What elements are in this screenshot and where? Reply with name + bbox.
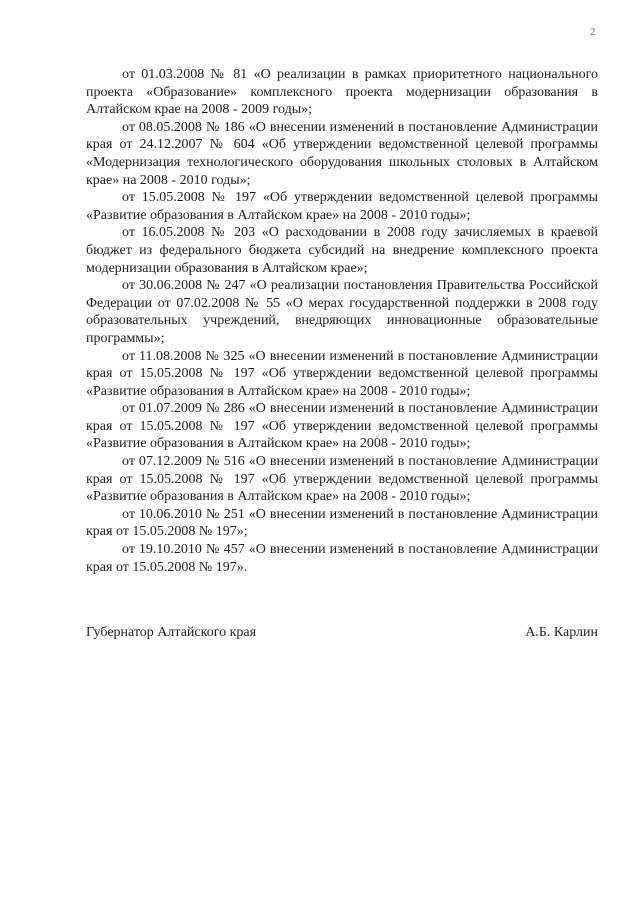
signatory-name: А.Б. Карлин — [525, 625, 598, 640]
decree-item: от 01.07.2009 № 286 «О внесении изменений в постановление Администрации края от 15.05.2008 № 197 «Об утверждении ведомственной целевой программы «Развитие образования в Алтайском крае» на 2008 - 2010 годы»; — [86, 401, 598, 452]
decree-item: от 07.12.2009 № 516 «О внесении изменений в постановление Администрации края от 15.05.2008 № 197 «Об утверждении ведомственной целевой программы «Развитие образования в Алтайском крае» на 2008 - 2010 годы»; — [86, 454, 598, 505]
decree-item: от 30.06.2008 № 247 «О реализации постановления Правительства Российской Федерации от 07.02.2008 № 55 «О мерах государственной поддержки в 2008 году образовательных учреждений, внедряющих инновационные образовательные программы»; — [86, 278, 598, 346]
decree-item: от 10.06.2010 № 251 «О внесении изменений в постановление Администрации края от 15.05.2008 № 197»; — [86, 506, 598, 540]
decree-item: от 15.05.2008 № 197 «Об утверждении ведомственной целевой программы «Развитие образования в Алтайском крае» на 2008 - 2010 годы»; — [86, 190, 598, 223]
decree-item: от 16.05.2008 № 203 «О расходовании в 2008 году зачисляемых в краевой бюджет из федерального бюджета субсидий на внедрение комплексного проекта модернизации образования в Алтайском крае»; — [86, 225, 598, 276]
decree-item: от 11.08.2008 № 325 «О внесении изменений в постановление Администрации края от 15.05.2008 № 197 «Об утверждении ведомственной целевой программы «Развитие образования в Алтайском крае» на 2008 - 2010 годы»; — [86, 348, 598, 399]
document-body — [86, 66, 598, 576]
page-number: 2 — [590, 26, 596, 38]
signatory-position: Губернатор Алтайского края — [86, 625, 257, 640]
decree-item: от 01.03.2008 № 81 «О реализации в рамках приоритетного национального проекта «Образование» комплексного проекта модернизации образования в Алтайском крае на 2008 - 2009 годы»; — [86, 67, 598, 118]
signature-block — [86, 624, 598, 642]
decree-item: от 19.10.2010 № 457 «О внесении изменений в постановление Администрации края от 15.05.2008 № 197». — [86, 542, 598, 575]
decree-item: от 08.05.2008 № 186 «О внесении изменений в постановление Администрации края от 24.12.2007 № 604 «Об утверждении ведомственной целевой программы «Модернизация технологического оборудования школьных столовых в Алтайском крае» на 2008 - 2010 годы»; — [86, 119, 598, 188]
